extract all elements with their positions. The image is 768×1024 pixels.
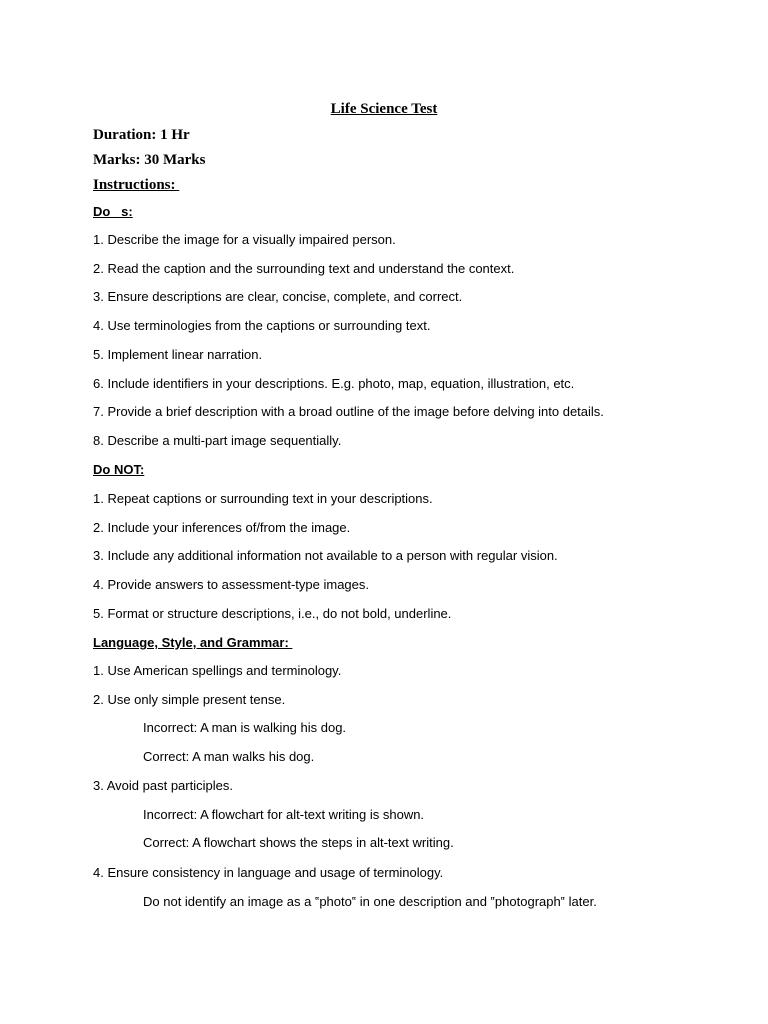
duration-text: Duration: 1 Hr [93,127,190,143]
dos-item: 6. Include identifiers in your descriptions. E.g. photo, map, equation, illustration, etc. [93,376,575,391]
dos-heading: Do s: [93,204,133,219]
dos-item: 1. Describe the image for a visually impaired person. [93,232,396,247]
language-item: 1. Use American spellings and terminology. [93,663,342,678]
language-item: 4. Ensure consistency in language and usage of terminology. [93,865,444,880]
language-example: Incorrect: A flowchart for alt-text writing is shown. [143,807,425,822]
language-example: Correct: A flowchart shows the steps in alt-text writing. [143,835,454,850]
page-title: Life Science Test [330,101,438,117]
marks-text: Marks: 30 Marks [93,152,206,168]
language-example: Incorrect: A man is walking his dog. [143,720,347,735]
dos-item: 3. Ensure descriptions are clear, concise, complete, and correct. [93,289,463,304]
dos-item: 4. Use terminologies from the captions or surrounding text. [93,318,431,333]
donts-item: 5. Format or structure descriptions, i.e., do not bold, underline. [93,606,452,621]
instructions-heading: Instructions: [93,177,180,193]
language-heading: Language, Style, and Grammar: [93,635,293,650]
donts-item: 1. Repeat captions or surrounding text in your descriptions. [93,491,433,506]
language-item: 3. Avoid past participles. [93,778,233,793]
dos-item: 7. Provide a brief description with a broad outline of the image before delving into details. [93,404,604,419]
donts-heading: Do NOT: [93,462,145,477]
dos-item: 5. Implement linear narration. [93,347,263,362]
donts-item: 2. Include your inferences of/from the image. [93,520,351,535]
language-example: Do not identify an image as a ‟photo‟ in one description and ‟photograph‟ later. [143,894,597,909]
dos-item: 8. Describe a multi-part image sequentially. [93,433,342,448]
donts-item: 4. Provide answers to assessment-type images. [93,577,370,592]
dos-item: 2. Read the caption and the surrounding text and understand the context. [93,261,515,276]
language-example: Correct: A man walks his dog. [143,749,315,764]
language-item: 2. Use only simple present tense. [93,692,286,707]
donts-item: 3. Include any additional information not available to a person with regular vision. [93,548,558,563]
